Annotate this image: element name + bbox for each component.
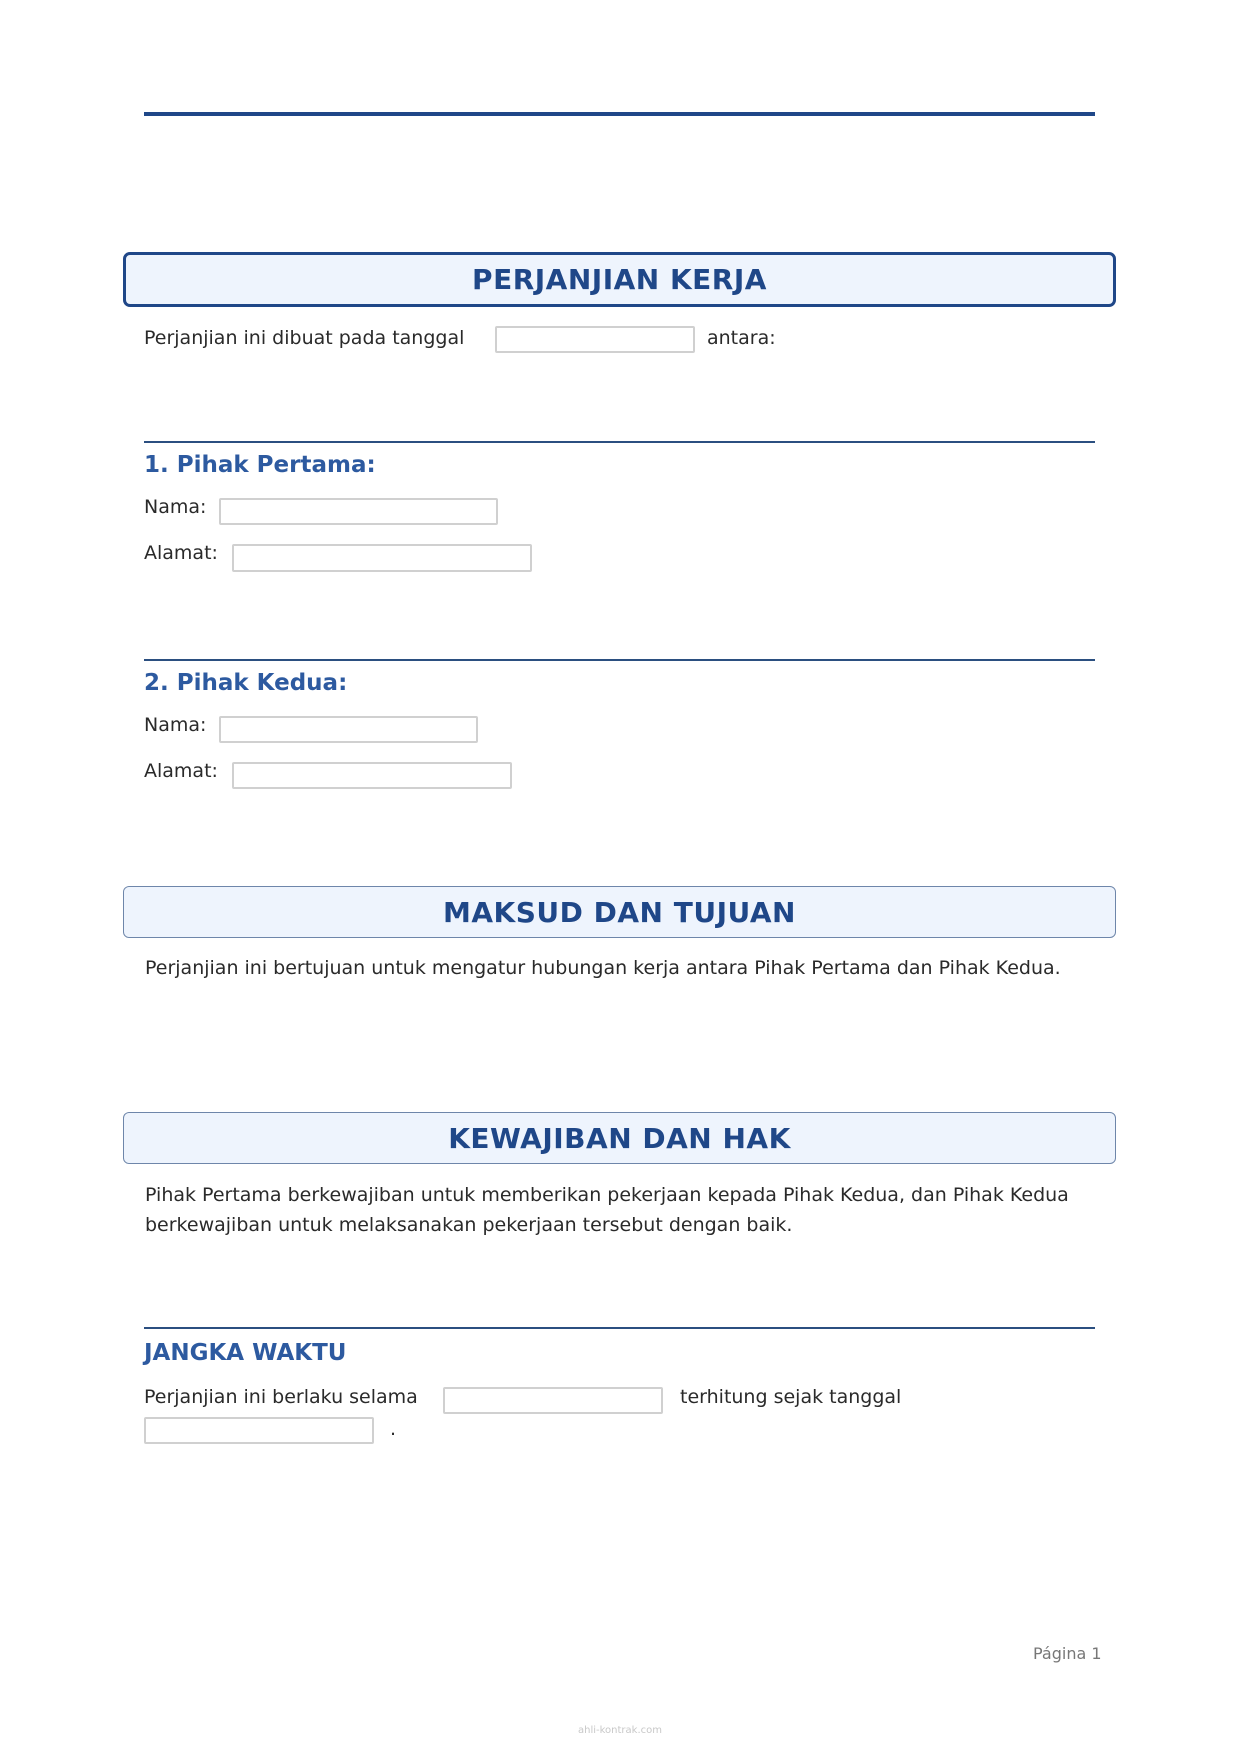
obligations-title-box (123, 1112, 1116, 1164)
party-2-address-field[interactable] (232, 762, 512, 789)
document-title-box (123, 252, 1116, 307)
party-2-heading: 2. Pihak Kedua: (144, 670, 348, 696)
party-2-address-label: Alamat: (144, 760, 218, 782)
agreement-date-field[interactable] (495, 326, 695, 353)
party-2-name-label: Nama: (144, 714, 207, 736)
party-1-name-field[interactable] (219, 498, 498, 525)
purpose-title: MAKSUD DAN TUJUAN (443, 895, 796, 929)
intro-text-after: antara: (707, 327, 776, 349)
watermark: ahli-kontrak.com (577, 1725, 662, 1736)
term-start-date-field[interactable] (144, 1417, 374, 1444)
header-rule (144, 112, 1095, 116)
party-1-address-field[interactable] (232, 544, 532, 572)
term-heading: JANGKA WAKTU (144, 1340, 347, 1366)
intro-text: Perjanjian ini dibuat pada tanggal (144, 327, 465, 349)
term-end-punctuation: . (390, 1418, 397, 1440)
section-divider (144, 441, 1095, 443)
obligations-title: KEWAJIBAN DAN HAK (448, 1121, 791, 1155)
party-1-address-label: Alamat: (144, 542, 218, 564)
purpose-title-box (123, 886, 1116, 938)
document-title: PERJANJIAN KERJA (472, 263, 767, 296)
section-divider (144, 1327, 1095, 1329)
purpose-text: Perjanjian ini bertujuan untuk mengatur hubungan kerja antara Pihak Pertama dan Pihak Kedua. (145, 957, 1061, 979)
term-text: Perjanjian ini berlaku selama (144, 1386, 418, 1408)
obligations-text: Pihak Pertama berkewajiban untuk memberikan pekerjaan kepada Pihak Kedua, dan Pihak Kedua berkewajiban untuk melaksanakan pekerjaan tersebut dengan baik. (145, 1184, 1069, 1236)
term-duration-field[interactable] (443, 1387, 663, 1414)
section-divider (144, 659, 1095, 661)
party-1-name-label: Nama: (144, 496, 207, 518)
page-number: Página 1 (1033, 1644, 1102, 1663)
term-text-start: terhitung sejak tanggal (680, 1386, 902, 1408)
party-2-name-field[interactable] (219, 716, 478, 743)
party-1-heading: 1. Pihak Pertama: (144, 452, 376, 478)
